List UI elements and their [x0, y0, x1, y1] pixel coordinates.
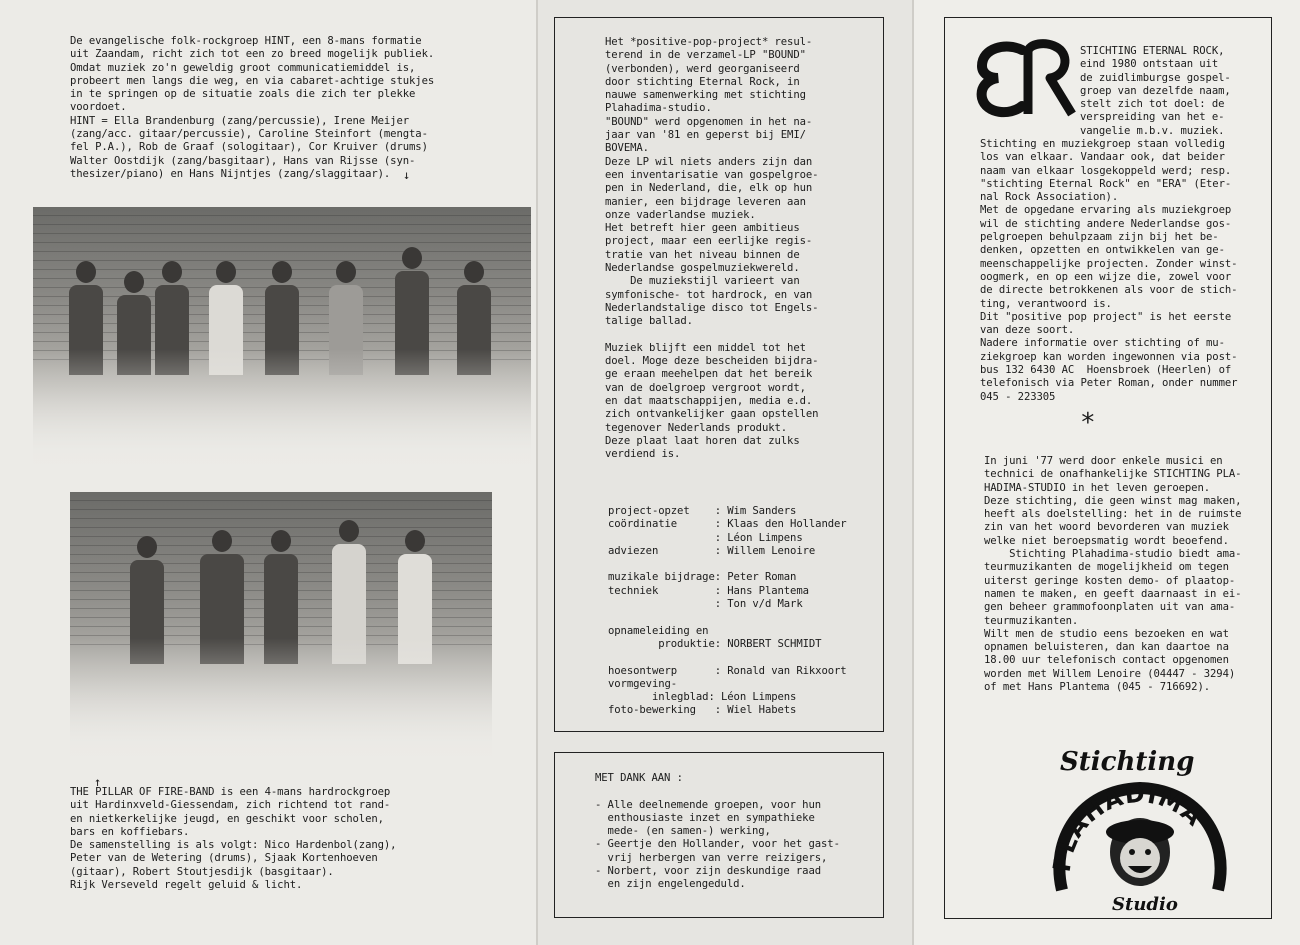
eternal-rock-intro: [1080, 45, 1231, 138]
text-line: een inventarisatie van gospelgroe-: [605, 168, 819, 181]
text-line: [605, 329, 818, 342]
text-line: denken, opzetten en ontwikkelen van ge-: [980, 244, 1225, 257]
text-line: Stichting en muziekgroep staan volledig: [980, 138, 1225, 150]
text-line: De evangelische folk-rockgroep HINT, een 8-mans formatie: [70, 35, 422, 47]
text-line: nauwe samenwerking met stichting: [605, 89, 806, 102]
text-line: thesizer/piano) en Hans Nijntjes (zang/slaggitaar).: [70, 167, 391, 180]
text-line: Deze stichting, die geen winst mag maken,: [984, 494, 1242, 507]
eternal-rock-logo: [976, 38, 1076, 118]
text-line: coördinatie : Klaas den Hollander: [608, 518, 847, 531]
text-line: [608, 651, 847, 664]
text-line: groep van dezelfde naam,: [1080, 84, 1231, 97]
text-line: fel P.A.), Rob de Graaf (sologitaar), Cor Kruiver (drums): [70, 141, 428, 154]
text-line: manier, een bijdrage leveren aan: [605, 195, 806, 208]
text-line: technici de onafhankelijke STICHTING PLA-: [984, 468, 1242, 481]
text-line: 045 - 223305: [980, 390, 1056, 403]
text-line: Nederlandse gospelmuziekwereld.: [605, 262, 800, 275]
text-line: Het *positive-pop-project* resul-: [605, 36, 813, 48]
eternal-rock-paragraph: [980, 138, 1237, 404]
text-line: voordoet.: [70, 101, 127, 114]
text-line: foto-bewerking : Wiel Habets: [608, 704, 797, 717]
text-line: Met de opgedane ervaring als muziekgroep: [980, 204, 1232, 217]
text-line: de directe betrokkenen als voor de stich-: [980, 284, 1238, 297]
text-line: [608, 558, 847, 571]
plahadima-studio-stamp: [1040, 740, 1240, 920]
brick-course: [70, 500, 492, 501]
pillar-paragraph: [70, 786, 396, 892]
text-line: muzikale bijdrage: Peter Roman: [608, 571, 797, 584]
brick-course: [70, 527, 492, 528]
text-line: MET DANK AAN :: [595, 772, 683, 784]
text-line: Rijk Verseveld regelt geluid & licht.: [70, 879, 303, 892]
text-line: Dit "positive pop project" is het eerste: [980, 310, 1232, 323]
text-line: eind 1980 ontstaan uit: [1080, 58, 1219, 71]
text-line: enthousiaste inzet en sympathieke: [595, 811, 815, 824]
text-line: ting, verantwoord is.: [980, 297, 1112, 310]
text-line: van deze soort.: [980, 324, 1075, 337]
text-line: - Geertje den Hollander, voor het gast-: [595, 838, 840, 851]
text-line: Walter Oostdijk (zang/basgitaar), Hans van Rijsse (syn-: [70, 154, 416, 167]
text-line: bus 132 6430 AC Hoensbroek (Heerlen) of: [980, 364, 1232, 377]
text-line: Stichting Plahadima-studio biedt ama-: [984, 548, 1242, 561]
text-line: 18.00 uur telefonisch contact opgenomen: [984, 654, 1229, 667]
text-line: HINT = Ella Brandenburg (zang/percussie), Irene Meijer: [70, 114, 410, 127]
text-line: "stichting Eternal Rock" en "ERA" (Eter-: [980, 177, 1232, 190]
text-line: project, maar een eerlijke regis-: [605, 235, 813, 248]
text-line: van de doelgroep vergroot wordt,: [605, 381, 806, 394]
text-line: zich ontvankelijker gaan opstellen: [605, 408, 819, 421]
text-line: pen in Nederland, die, elk op hun: [605, 182, 813, 195]
text-line: "BOUND" werd opgenomen in het na-: [605, 115, 813, 128]
stamp-bottom-text: Studio: [1112, 894, 1178, 915]
text-line: uit Zaandam, richt zich tot een zo breed mogelijk publiek.: [70, 48, 435, 61]
text-line: de zuidlimburgse gospel-: [1080, 71, 1231, 84]
text-line: gen beheer grammofoonplaten uit van ama-: [984, 601, 1236, 614]
brick-course: [33, 233, 531, 234]
text-line: welke niet beroepsmatig wordt beoefend.: [984, 534, 1229, 547]
text-line: telefonisch via Peter Roman, onder nummer: [980, 377, 1238, 390]
text-line: project-opzet : Wim Sanders: [608, 505, 797, 517]
brick-course: [33, 251, 531, 252]
text-line: (gitaar), Robert Stoutjesdijk (basgitaar).: [70, 865, 334, 878]
brick-course: [33, 224, 531, 225]
text-line: uit Hardinxveld-Giessendam, zich richtend tot rand-: [70, 799, 391, 812]
text-line: THE PILLAR OF FIRE-BAND is een 4-mans hardrockgroep: [70, 786, 391, 798]
text-line: BOVEMA.: [605, 142, 649, 155]
fold-line: [536, 0, 538, 945]
text-line: STICHTING ETERNAL ROCK,: [1080, 45, 1225, 57]
text-line: ge eraan meehelpen dat het bereik: [605, 368, 813, 381]
brick-course: [33, 242, 531, 243]
text-line: Deze LP wil niets anders zijn dan: [605, 155, 813, 168]
text-line: Peter van de Wetering (drums), Sjaak Kortenhoeven: [70, 852, 378, 865]
text-line: - Alle deelnemende groepen, voor hun: [595, 798, 822, 811]
text-line: teurmuzikanten de mogelijkheid om tegen: [984, 561, 1229, 574]
text-line: vangelie m.b.v. muziek.: [1080, 124, 1225, 137]
text-line: produktie: NORBERT SCHMIDT: [608, 637, 822, 650]
brick-course: [70, 509, 492, 510]
text-line: pelgroepen behulpzaam zijn bij het be-: [980, 231, 1219, 244]
arrow-up-icon: ↑: [94, 775, 102, 789]
hint-paragraph: [70, 35, 434, 181]
text-line: Deze plaat laat horen dat zulks: [605, 434, 800, 447]
text-line: In juni '77 werd door enkele musici en: [984, 455, 1223, 467]
text-line: wil de stichting andere Nederlandse gos-: [980, 217, 1232, 230]
arrow-down-icon: ↓: [403, 168, 411, 182]
project-paragraph: [605, 36, 818, 462]
text-line: probeert men langs die weg, en via cabaret-achtige stukjes: [70, 74, 435, 87]
text-line: Nederlandstalige disco tot Engels-: [605, 301, 819, 314]
text-line: en nietkerkelijke jeugd, en geschikt voor scholen,: [70, 812, 384, 825]
text-line: los van elkaar. Vandaar ook, dat beider: [980, 151, 1225, 164]
text-line: verdiend is.: [605, 448, 681, 461]
text-line: jaar van '81 en geperst bij EMI/: [605, 129, 806, 142]
text-line: verspreiding van het e-: [1080, 111, 1225, 124]
text-line: Plahadima-studio.: [605, 102, 712, 115]
text-line: meenschappelijke projecten. Zonder winst-: [980, 257, 1238, 270]
text-line: oogmerk, en op een wijze die, zowel voor: [980, 270, 1232, 283]
text-line: vormgeving-: [608, 677, 678, 690]
text-line: techniek : Hans Plantema: [608, 584, 809, 597]
text-line: opnamen beluisteren, dan kan daartoe na: [984, 641, 1229, 654]
text-line: worden met Willem Lenoire (04447 - 3294): [984, 667, 1236, 680]
text-line: terend in de verzamel-LP "BOUND": [605, 49, 806, 62]
text-line: zin van het woord bevorderen van muziek: [984, 521, 1229, 534]
text-line: hoesontwerp : Ronald van Rikxoort: [608, 664, 847, 677]
text-line: (zang/acc. gitaar/percussie), Caroline Steinfort (mengta-: [70, 128, 428, 141]
text-line: talige ballad.: [605, 315, 693, 328]
text-line: doel. Moge deze bescheiden bijdra-: [605, 355, 819, 368]
separator-star: *: [1080, 408, 1096, 438]
text-line: De muziekstijl varieert van: [605, 275, 800, 288]
text-line: bars en koffiebars.: [70, 825, 190, 838]
brick-course: [70, 518, 492, 519]
logo-letters: ER: [976, 38, 978, 39]
text-line: tegenover Nederlands produkt.: [605, 421, 788, 434]
text-line: en zijn engelengeduld.: [595, 878, 746, 891]
text-line: nal Rock Association).: [980, 191, 1119, 204]
text-line: of met Hans Plantema (045 - 716692).: [984, 681, 1211, 694]
credits-list: [608, 505, 847, 718]
text-line: stelt zich tot doel: de: [1080, 98, 1225, 111]
text-line: : Léon Limpens: [608, 531, 803, 544]
text-line: tratie van het niveau binnen de: [605, 248, 800, 261]
text-line: [608, 611, 847, 624]
text-line: Omdat muziek zo'n geweldig groot communicatiemiddel is,: [70, 61, 416, 74]
text-line: onze vaderlandse muziek.: [605, 208, 756, 221]
text-line: (verbonden), werd georganiseerd: [605, 62, 800, 75]
text-line: adviezen : Willem Lenoire: [608, 544, 816, 557]
pillar-of-fire-photo: [70, 492, 492, 757]
text-line: Wilt men de studio eens bezoeken en wat: [984, 627, 1229, 640]
thanks-list: [595, 772, 840, 892]
text-line: door stichting Eternal Rock, in: [605, 75, 800, 88]
text-line: symfonische- tot hardrock, en van: [605, 288, 813, 301]
text-line: De samenstelling is als volgt: Nico Hardenbol(zang),: [70, 839, 397, 852]
text-line: : Ton v/d Mark: [608, 598, 803, 611]
text-line: namen te maken, en geeft daarnaast in ei-: [984, 587, 1242, 600]
brick-course: [33, 215, 531, 216]
stamp-top-text: Stichting: [1060, 747, 1195, 777]
text-line: teurmuzikanten.: [984, 614, 1079, 627]
text-line: uiterst geringe kosten demo- of plaatop-: [984, 574, 1236, 587]
plahadima-paragraph: [984, 455, 1241, 694]
text-line: Het betreft hier geen ambitieus: [605, 222, 800, 235]
text-line: inlegblad: Léon Limpens: [608, 691, 797, 704]
text-line: heeft als doelstelling: het in de ruimste: [984, 508, 1242, 521]
text-line: Muziek blijft een middel tot het: [605, 341, 806, 354]
text-line: Nadere informatie over stichting of mu-: [980, 337, 1225, 350]
text-line: naam van elkaar losgekoppeld werd; resp.: [980, 164, 1232, 177]
text-line: HADIMA-STUDIO in het leven geroepen.: [984, 481, 1211, 494]
text-line: mede- (en samen-) werking,: [595, 825, 771, 838]
stamp-middle-text: PLAHADIMA: [1047, 779, 1209, 874]
text-line: en dat maatschappijen, media e.d.: [605, 395, 813, 408]
text-line: in te springen op de situatie zoals die zich ter plekke: [70, 88, 416, 101]
text-line: ziekgroep kan worden ingewonnen via post-: [980, 350, 1238, 363]
text-line: opnameleiding en: [608, 624, 709, 637]
text-line: vrij herbergen van verre reizigers,: [595, 851, 828, 864]
fold-line: [912, 0, 914, 945]
text-line: - Norbert, voor zijn deskundige raad: [595, 865, 822, 878]
text-line: [595, 785, 840, 798]
hint-band-photo: [33, 207, 531, 465]
